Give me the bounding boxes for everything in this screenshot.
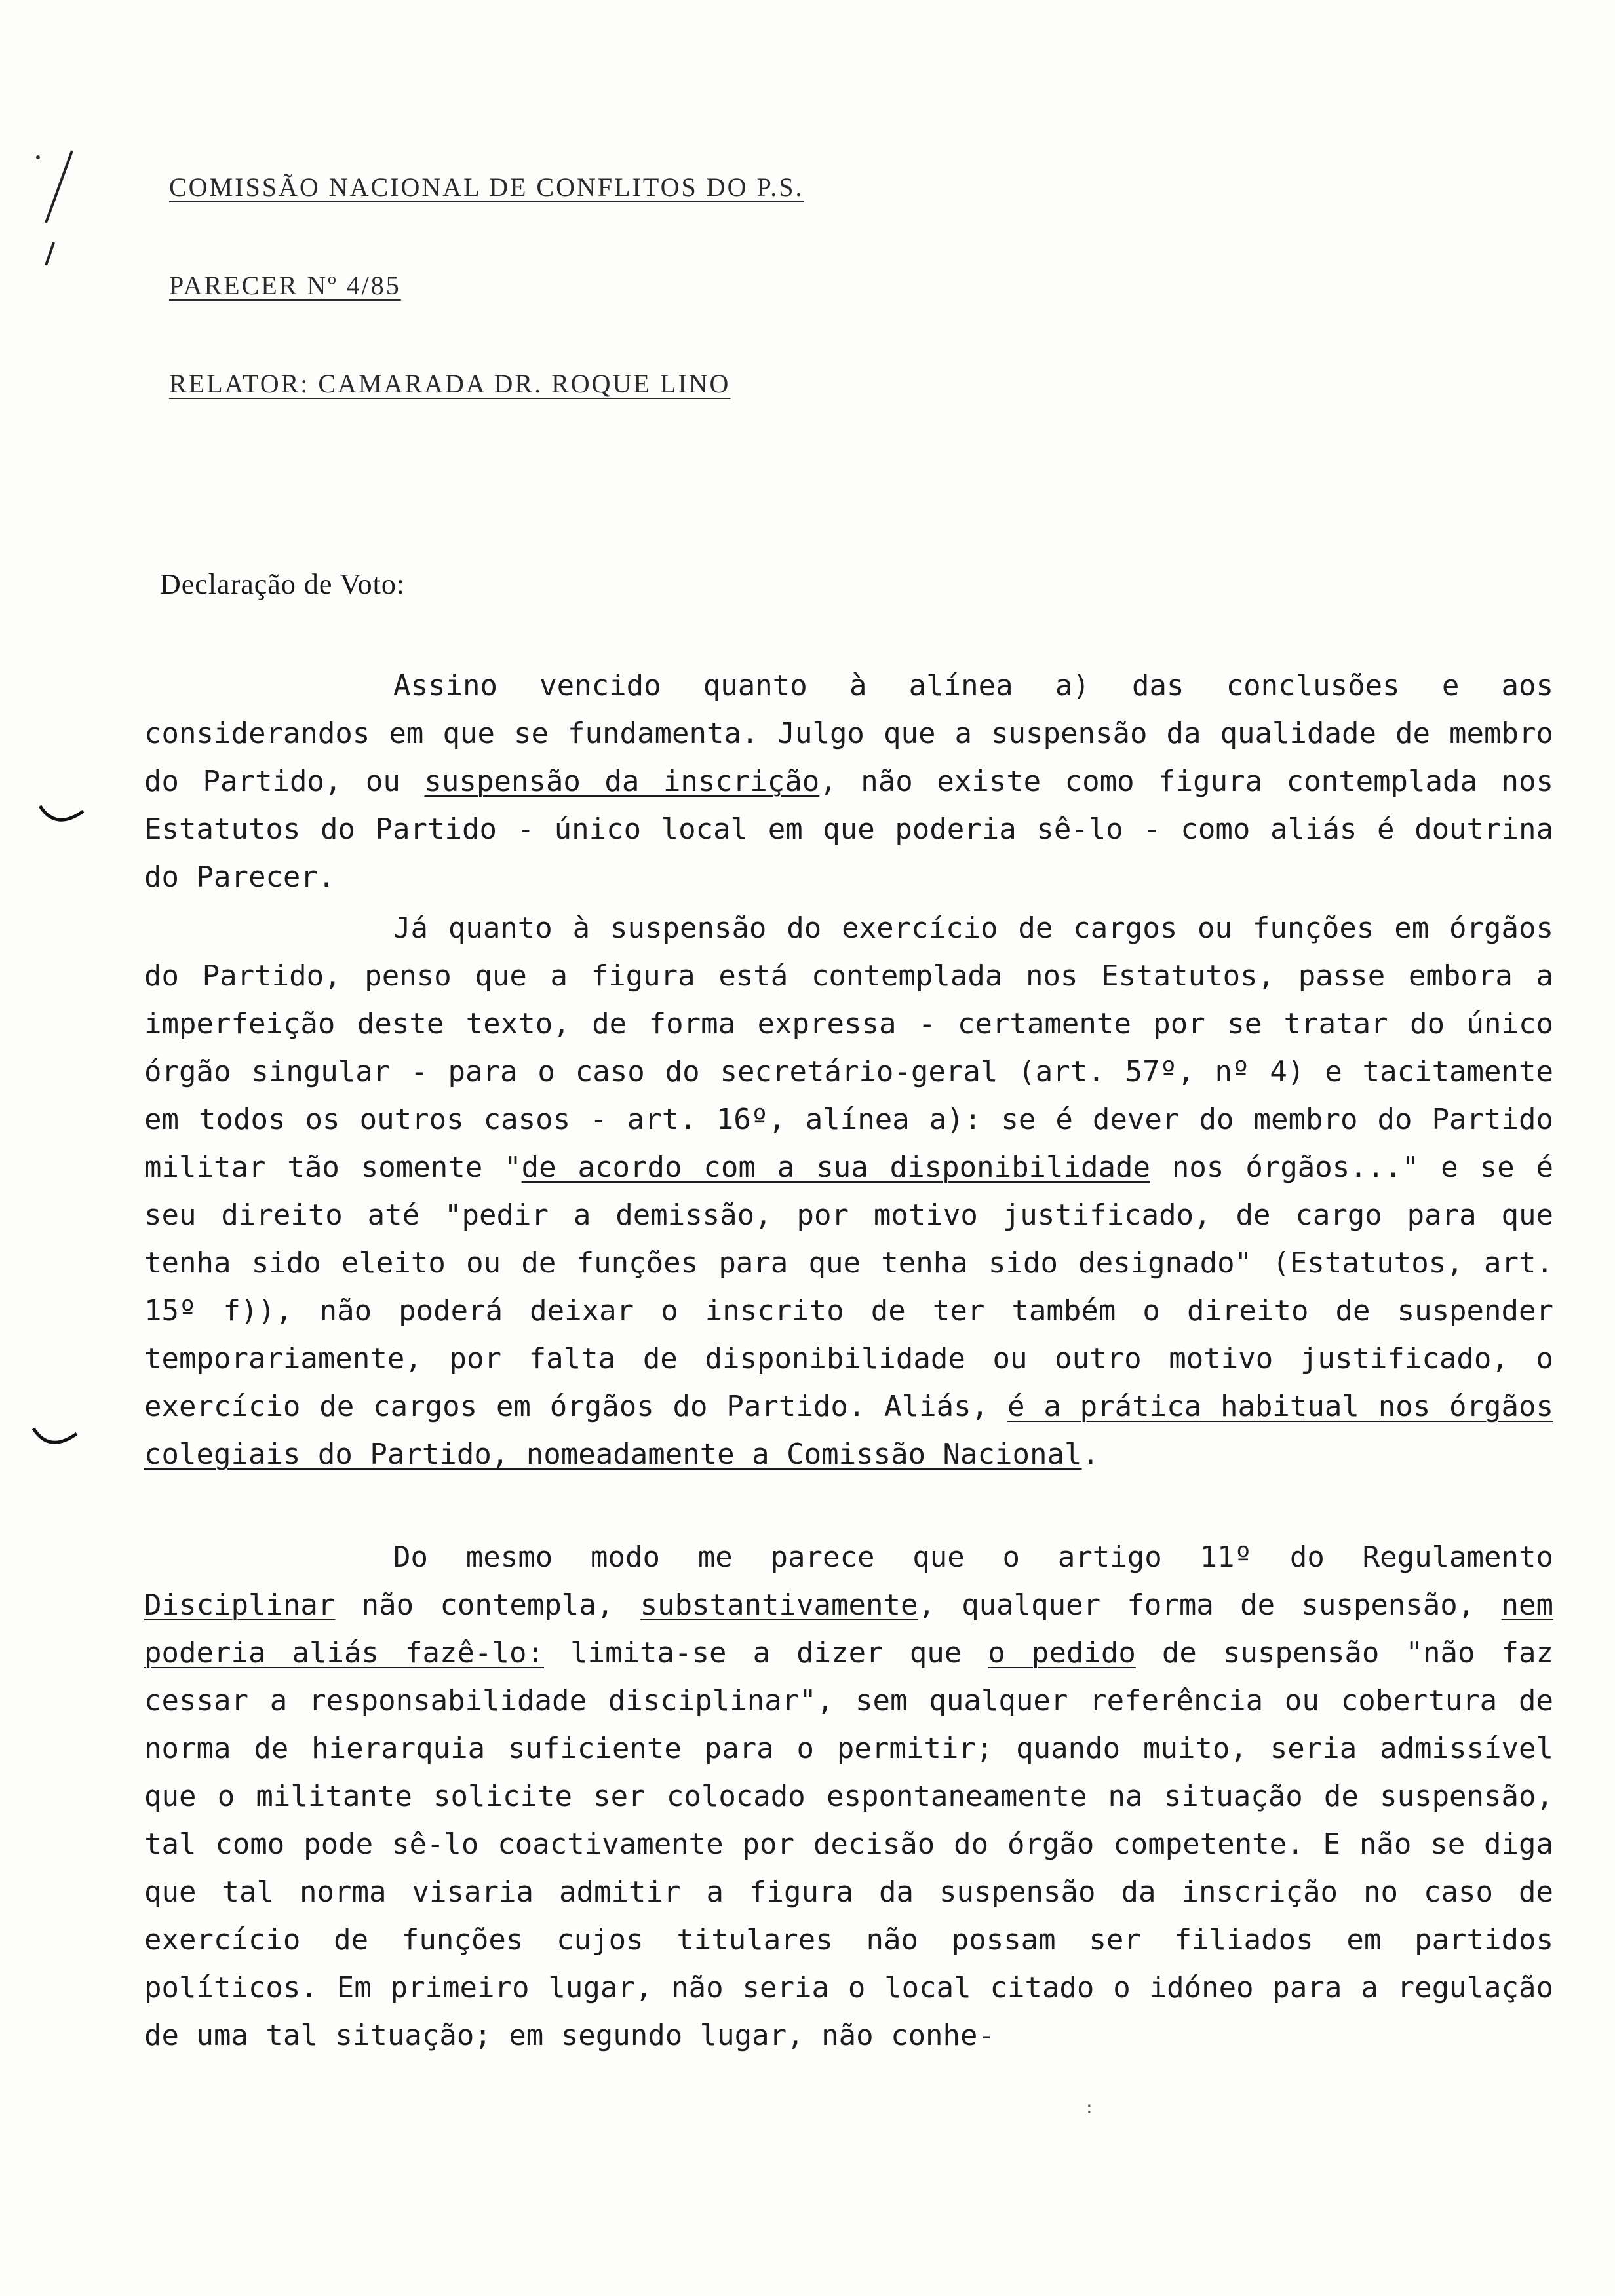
underlined-phrase: nem poderia aliás fazê-lo: [144, 1588, 1554, 1670]
margin-slash-mark [26, 144, 85, 269]
underlined-phrase: Disciplinar [144, 1588, 336, 1622]
relator-line: RELATOR: CAMARADA DR. ROQUE LINO [169, 369, 731, 398]
underlined-phrase: suspensão da inscrição [424, 765, 820, 798]
underlined-phrase: é a prática habitual nos órgãos colegiais do Partido, nomeadamente a Comissão Nacional [144, 1390, 1553, 1471]
underlined-phrase: o pedido [988, 1636, 1136, 1670]
underlined-phrase: substantivamente [640, 1588, 918, 1622]
paragraph-1: Assino vencido quanto à alínea a) das conclusões e aos considerandos em que se fundamenta. Julgo que a suspensão da qualidade de membro do Partido, ou suspensão da inscrição, não existe como figura contemplada nos Estatutos do Partido - único local em que poderia sê-lo - como aliás é doutrina do Parecer. [144, 669, 1553, 894]
margin-hole-mark-bottom [29, 1422, 82, 1455]
commission-heading: COMISSÃO NACIONAL DE CONFLITOS DO P.S. [169, 172, 804, 202]
page-speck: : [1084, 2098, 1095, 2118]
underlined-phrase: de acordo com a sua disponibilidade [521, 1151, 1150, 1184]
parecer-number: PARECER Nº 4/85 [169, 271, 401, 300]
margin-hole-mark-top [36, 799, 88, 832]
paragraph-3: Do mesmo modo me parece que o artigo 11º do Regulamento Disciplinar não contempla, substantivamente, qualquer forma de suspensão, nem poderia aliás fazê-lo: limita-se a dizer que o pedido de suspensão "não faz cessar a responsabilidade disciplinar", sem qualquer referência ou cobertura de norma de hierarquia suficiente para o permitir; quando muito, seria admissível que o militante solicite ser colocado espontaneamente na situação de suspensão, tal como pode sê-lo coactivamente por decisão do órgão competente. E não se diga que tal norma visaria admitir a figura da suspensão da inscrição no caso de exercício de funções cujos titulares não possam ser filiados em partidos políticos. Em primeiro lugar, não seria o local citado o idóneo para a regulação de uma tal situação; em segundo lugar, não conhe- [144, 1540, 1554, 2052]
declaration-title: Declaração de Voto: [160, 568, 406, 600]
paragraph-2: Já quanto à suspensão do exercício de cargos ou funções em órgãos do Partido, penso que a figura está contemplada nos Estatutos, passe embora a imperfeição deste texto, de forma expressa - certamente por se tratar do único órgão singular - para o caso do secretário-geral (art. 57º, nº 4) e tacitamente em todos os outros casos - art. 16º, alínea a): se é dever do membro do Partido militar tão somente "de acordo com a sua disponibilidade nos órgãos..." e se é seu direito até "pedir a demissão, por motivo justificado, de cargo para que tenha sido eleito ou de funções para que tenha sido designado" (Estatutos, art. 15º f)), não poderá deixar o inscrito de ter também o direito de suspender temporariamente, por falta de disponibilidade ou outro motivo justificado, o exercício de cargos em órgãos do Partido. Aliás, é a prática habitual nos órgãos colegiais do Partido, nomeadamente a Comissão Nacional. [144, 911, 1553, 1471]
